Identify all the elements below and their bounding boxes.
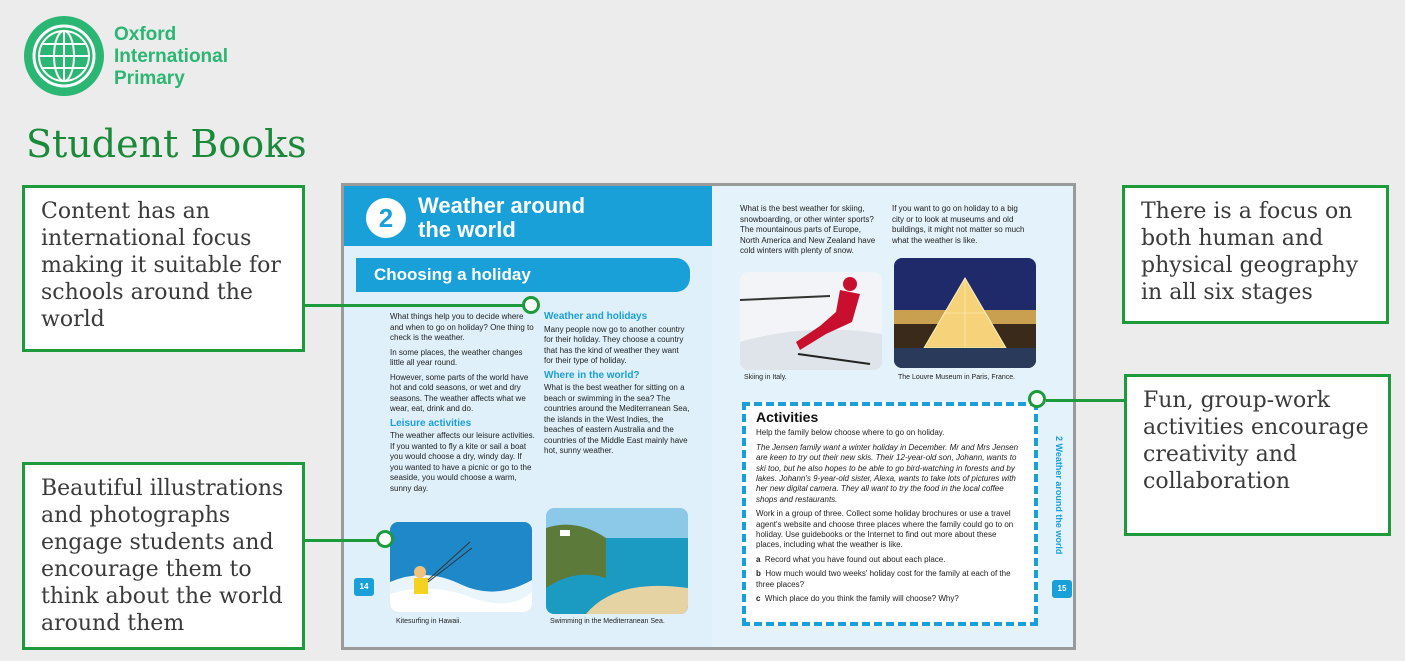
brand-name — [114, 24, 228, 90]
page-number-left: 14 — [354, 578, 374, 596]
brand-line-3: Primary — [114, 68, 185, 89]
beach-photo — [546, 508, 688, 614]
section-tab: Choosing a holiday — [356, 258, 690, 292]
activities-item: b How much would two weeks' holiday cost for the family at each of the three places? — [756, 569, 1011, 589]
right-column-2: If you want to go on holiday to a big city or to look at museums and old buildings, it might not matter so much what the weather is like. — [892, 204, 1025, 245]
connector-line — [305, 539, 379, 542]
chapter-title-line-1: Weather around — [418, 193, 586, 218]
ski-caption: Skiing in Italy. — [744, 374, 787, 381]
col1-paragraph: The weather affects our leisure activities. If you wanted to fly a kite or sail a boat you would choose a dry, windy day. If you wanted to have a picnic or go to the seaside, you would choose a warm, sunny day. — [390, 431, 535, 493]
weather-holidays-heading: Weather and holidays — [544, 311, 648, 322]
globe-logo-icon — [24, 16, 104, 96]
left-column-1 — [390, 312, 536, 498]
callout-activities: Fun, group-work activities encourage creativity and collaboration — [1124, 374, 1391, 536]
col1-paragraph: In some places, the weather changes little all year round. — [390, 347, 523, 367]
activities-item-a: Record what you have found out about each place. — [764, 554, 946, 564]
louvre-photo — [894, 258, 1036, 368]
brand-line-1: Oxford — [114, 24, 177, 45]
page-title: Student Books — [26, 122, 307, 166]
page-number-right: 15 — [1052, 580, 1072, 598]
brand-line-2: International — [114, 46, 229, 67]
chapter-title — [418, 194, 585, 242]
col1-paragraph: What things help you to decide where and when to go on holiday? One thing to check is the weather. — [390, 312, 534, 342]
left-column-2 — [544, 312, 690, 461]
leisure-heading: Leisure activities — [390, 417, 472, 429]
connector-line — [1046, 399, 1124, 402]
activities-title: Activities — [756, 409, 819, 425]
callout-geography: There is a focus on both human and physical geography in all six stages — [1122, 185, 1389, 324]
activities-story: The Jensen family want a winter holiday in December. Mr and Mrs Jensen are keen to try out their new skis. Their 12-year-old son, Johann, wants to ski too, but he also hopes to be able to go bird-watching in forests and by lakes. Johann's 9-year-old sister, Alexa, wants to take lots of pictures with her new digital camera. They all want to try the food in the local coffee shops and restaurants. — [756, 442, 1019, 504]
chapter-banner — [344, 186, 712, 246]
connector-line — [305, 304, 527, 307]
activities-intro: Help the family below choose where to go on holiday. — [756, 428, 945, 438]
kitesurfing-photo — [390, 522, 532, 612]
louvre-caption: The Louvre Museum in Paris, France. — [898, 374, 1016, 381]
col2-paragraph: What is the best weather for sitting on a beach or swimming in the sea? The countries around the Mediterranean Sea, the islands in the West Indies, the beaches of eastern Australia and the countries of the Middle East mainly have hot, sunny weather. — [544, 383, 690, 455]
where-world-heading: Where in the world? — [544, 369, 640, 381]
activities-item: a Record what you have found out about each place. — [756, 554, 946, 564]
right-column-1: What is the best weather for skiing, snowboarding, or other winter sports? The mountainous parts of Europe, North America and New Zealand have cold winters with plenty of snow. — [740, 204, 876, 255]
activities-task: Work in a group of three. Collect some holiday brochures or use a travel agent's website and choose three places where the family could go to on holiday. Use guidebooks or the Internet to find out more about these places, including what the weather is like. — [756, 509, 1014, 550]
callout-illustrations: Beautiful illustrations and photographs engage students and encourage them to think about the world around them — [22, 462, 305, 650]
beach-caption: Swimming in the Mediterranean Sea. — [550, 618, 665, 625]
globe-icon — [29, 21, 99, 91]
side-chapter-label: 2 Weather around the world — [1054, 436, 1064, 555]
col1-paragraph: However, some parts of the world have hot and cold seasons, or wet and dry seasons. The weather affects what we wear, eat, drink and do. — [390, 372, 529, 413]
chapter-number: 2 — [366, 198, 406, 238]
connector-dot — [1028, 390, 1046, 408]
callout-international-focus: Content has an international focus making it suitable for schools around the world — [22, 185, 305, 352]
activities-item: c Which place do you think the family will choose? Why? — [756, 594, 959, 604]
col2-paragraph: Many people now go to another country for their holiday. They choose a country that has the kind of weather they want for their type of holiday. — [544, 324, 685, 365]
activities-box — [742, 402, 1038, 626]
kite-caption: Kitesurfing in Hawaii. — [396, 618, 462, 625]
activities-item-c: Which place do you think the family will choose? Why? — [764, 594, 959, 604]
skiing-photo — [740, 272, 882, 370]
activities-item-b: How much would two weeks' holiday cost for the family at each of the three places? — [756, 569, 1011, 589]
chapter-title-line-2: the world — [418, 217, 516, 242]
book-spread — [341, 183, 1076, 650]
connector-dot — [522, 296, 540, 314]
connector-dot — [376, 530, 394, 548]
